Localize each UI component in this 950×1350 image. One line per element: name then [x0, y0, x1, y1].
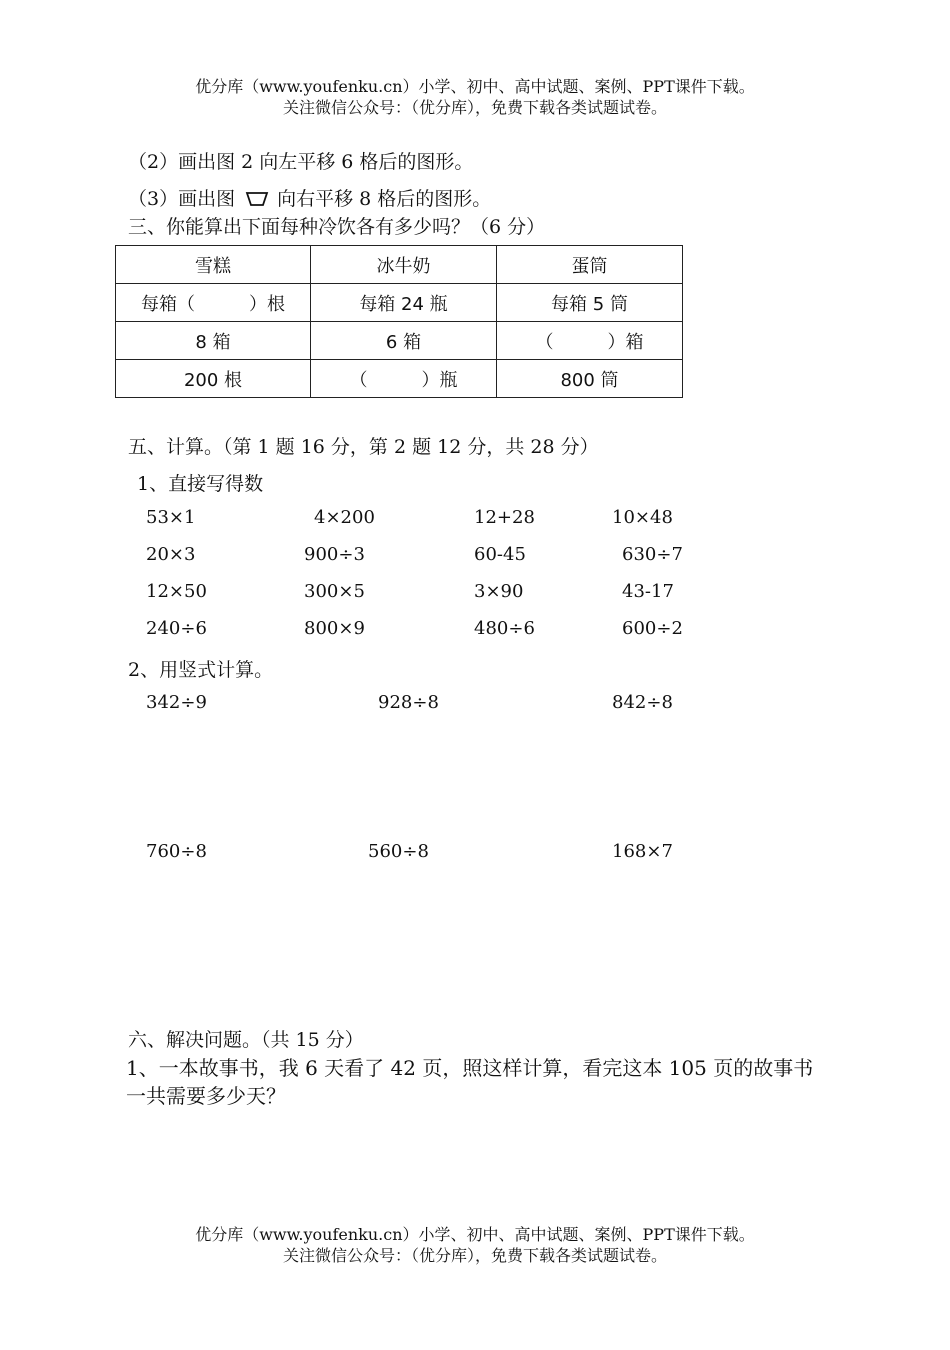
oral-problem: 12+28 [474, 507, 535, 528]
problem-1-line-1: 1、一本故事书，我 6 天看了 42 页，照这样计算，看完这本 105 页的故事书 [126, 1056, 814, 1080]
part-1-title: 1、直接写得数 [137, 473, 264, 495]
oral-problem: 300×5 [304, 581, 365, 602]
vertical-problem: 928÷8 [378, 692, 439, 713]
item-3-text-before: （3）画出图 [128, 188, 236, 210]
section-5-title: 五、计算。（第 1 题 16 分，第 2 题 12 分，共 28 分） [128, 436, 599, 458]
oral-problem: 240÷6 [146, 618, 207, 639]
vertical-problem: 168×7 [612, 841, 673, 862]
table-cell: （ ）瓶 [311, 360, 497, 398]
item-3-text [128, 184, 491, 212]
item-2-text: （2）画出图 2 向左平移 6 格后的图形。 [128, 151, 474, 173]
oral-problem: 12×50 [146, 581, 207, 602]
section-3-title: 三、你能算出下面每种冷饮各有多少吗？（6 分） [128, 216, 546, 238]
cold-drink-table [115, 245, 683, 398]
table-cell: （ ）箱 [497, 322, 683, 360]
problem-1-line-2: 一共需要多少天？ [126, 1084, 286, 1108]
footer-line-1: 优分库（www.youfenku.cn）小学、初中、高中试题、案例、PPT课件下载。 [195, 1225, 755, 1244]
footer-line-2: 关注微信公众号：（优分库），免费下载各类试题试卷。 [282, 1246, 667, 1265]
header-line-2: 关注微信公众号：（优分库），免费下载各类试题试卷。 [282, 98, 667, 117]
oral-problem: 900÷3 [304, 544, 365, 565]
table-cell: 800 筒 [497, 360, 683, 398]
oral-problem: 800×9 [304, 618, 365, 639]
oral-problem: 10×48 [612, 507, 673, 528]
table-row [116, 360, 683, 398]
table-cell: 6 箱 [311, 322, 497, 360]
oral-problem: 60-45 [474, 544, 526, 565]
oral-problem: 3×90 [474, 581, 524, 602]
table-header-cell: 雪糕 [116, 246, 311, 284]
item-3-text-after: 向右平移 8 格后的图形。 [277, 188, 492, 210]
section-6-title: 六、解决问题。（共 15 分） [128, 1029, 364, 1051]
oral-problem: 20×3 [146, 544, 196, 565]
part-2-title: 2、用竖式计算。 [128, 659, 274, 681]
vertical-problem: 842÷8 [612, 692, 673, 713]
table-cell: 200 根 [116, 360, 311, 398]
vertical-problem: 560÷8 [368, 841, 429, 862]
table-row [116, 284, 683, 322]
oral-problem: 600÷2 [622, 618, 683, 639]
table-cell: 每箱 24 瓶 [311, 284, 497, 322]
vertical-problem: 760÷8 [146, 841, 207, 862]
oral-problem: 480÷6 [474, 618, 535, 639]
oral-problem: 53×1 [146, 507, 196, 528]
oral-problem: 630÷7 [622, 544, 683, 565]
table-cell: 每箱（ ）根 [116, 284, 311, 322]
table-cell: 每箱 5 筒 [497, 284, 683, 322]
table-header-cell: 冰牛奶 [311, 246, 497, 284]
table-header-cell: 蛋筒 [497, 246, 683, 284]
header-line-1: 优分库（www.youfenku.cn）小学、初中、高中试题、案例、PPT课件下载。 [195, 77, 755, 96]
vertical-problem: 342÷9 [146, 692, 207, 713]
table-cell: 8 箱 [116, 322, 311, 360]
table-header-row [116, 246, 683, 284]
trapezoid-cup-icon [245, 189, 269, 212]
oral-problem: 4×200 [314, 507, 375, 528]
table-row [116, 322, 683, 360]
oral-problem: 43-17 [622, 581, 674, 602]
